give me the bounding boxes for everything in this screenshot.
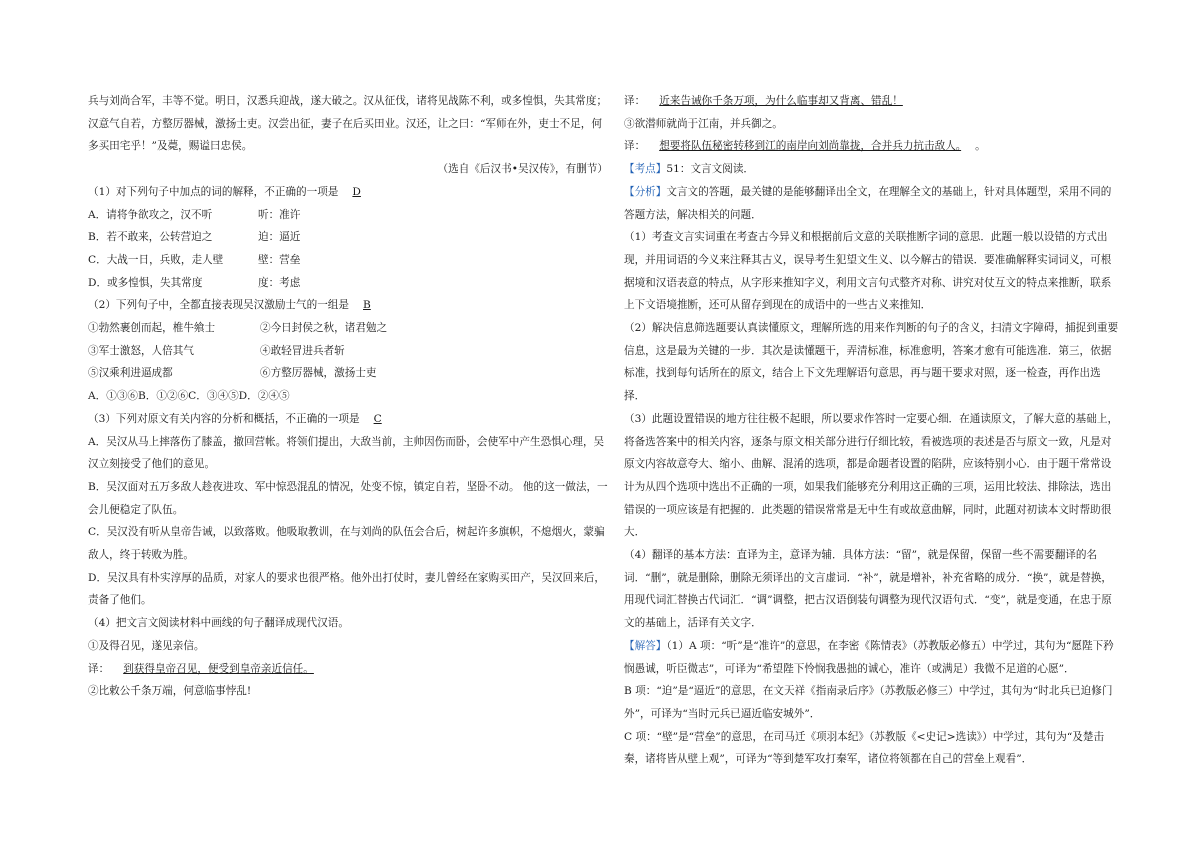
- question-4: [88, 612, 608, 703]
- sentence-row: [88, 362, 608, 385]
- question-3-stem: （3）下列对原文有关内容的分析和概括，不正确的一项是: [88, 412, 360, 425]
- passage-paragraph: 兵与刘尚合军，丰等不觉。明日，汉悉兵迎战，遂大破之。汉从征伐，诸将见战陈不利，或多惶惧，失其常度；汉意气自若，方整厉器械，激扬士吏。汉尝出征，妻子在后买田业。汉还，让之曰：“军师在外，吏士不足，何多买田宅乎！”及薨，赐谥曰忠侯。: [88, 95, 608, 153]
- question-2-stem: （2）下列句子中，全都直接表现吴汉激励士气的一组是: [88, 299, 349, 312]
- translation-label: 译：: [88, 662, 110, 675]
- sentence-2: ②比敕公千条万端，何意临事悖乱!: [88, 685, 252, 698]
- question-2-answer: B: [363, 299, 371, 312]
- source-citation: （选自《后汉书•吴汉传》，有删节）: [437, 163, 608, 176]
- fenxi: [624, 181, 1120, 226]
- question-4-stem: （4）把文言文阅读材料中画线的句子翻译成现代汉语。: [88, 617, 349, 630]
- right-column: [624, 90, 1120, 771]
- sentence-item: ⑥方整厉器械，激扬士吏: [260, 367, 377, 380]
- sentence-item: ④敢轻冒进兵者斩: [260, 344, 345, 357]
- option-c-gloss: 壁：营垒: [258, 253, 301, 266]
- translation-2-text: 近来告诫你千条万项，为什么临事却又背离、错乱！: [659, 95, 903, 107]
- translation-1: [88, 658, 608, 681]
- question-1-answer: D: [352, 185, 361, 198]
- jieda: [624, 635, 1120, 680]
- question-3-option-a: A．吴汉从马上摔落伤了膝盖，撤回营帐。将领们提出，大敌当前，主帅因伤而卧，会使军中产生恐惧心理，吴汉立刻接受了他们的意见。: [88, 435, 605, 471]
- analysis-4: （4）翻译的基本方法：直译为主，意译为辅．具体方法：“留”，就是保留，保留一些不需要翻译的名词．“删”，就是删除，删除无须译出的文言虚词．“补”，就是增补，补充省略的成分．“换”，就是替换，用现代词汇替换古代词汇．“调”调整，把古汉语倒装句调整为现代汉语句式．“变”，就是变通，在忠于原文的基础上，活译有关文字．: [624, 549, 1113, 630]
- question-1: [88, 181, 608, 295]
- question-2-choices: A．①③⑥B．①②⑥C．③④⑤D．②④⑤: [88, 390, 290, 403]
- kaodian-tag: 【考点】: [624, 163, 667, 176]
- jieda-c: C 项：“壁”是“营垒”的意思，在司马迁《项羽本纪》（苏教版《<史记>选读》）中学过，其句为“及楚击秦，诸将皆从壁上观”，可译为“等到楚军攻打秦军，诸位将领都在自己的营垒上观看”．: [624, 730, 1105, 766]
- jieda-b: B 项：“迫”是“逼近”的意思，在文天祥《指南录后序》（苏教版必修三）中学过，其句为“时北兵已迫修门外”，可译为“当时元兵已逼近临安城外”．: [624, 685, 1113, 720]
- option-c-text: C．大战一日，兵败，走人壁: [88, 253, 224, 266]
- fenxi-text: 文言文的答题，最关键的是能够翻译出全文，在理解全文的基础上，针对具体题型，采用不同的答题方法，解决相关的问题．: [624, 185, 1112, 221]
- left-column: [88, 90, 608, 703]
- question-3-option-d: D．吴汉具有朴实淳厚的品质，对家人的要求也很严格。他外出打仗时，妻儿曾经在家购买田产，吴汉回来后，责备了他们。: [88, 571, 605, 607]
- sentence-row: [88, 340, 608, 363]
- fenxi-tag: 【分析】: [624, 185, 667, 198]
- sentence-item: ⑤汉乘利进逼成都: [88, 367, 173, 380]
- analysis-1: （1）考查文言实词重在考查古今异义和根据前后文意的关联推断字词的意思．此题一般以设错的方式出现，并用词语的今义来注释其古义，误导考生犯望文生义、以今解古的错误．要准确解释实词词义，可根据境和汉语表意的特点，从字形来推知字义，利用文言句式整齐对称、讲究对仗互文的特点来推断，联系上下文语境推断，还可从留存到现在的成语中的一些古义来推知．: [624, 231, 1112, 312]
- question-1-stem: （1）对下列句子中加点的词的解释，不正确的一项是: [88, 185, 339, 198]
- sentence-row: [88, 317, 608, 340]
- option-c: [88, 249, 608, 272]
- option-d-gloss: 度：考虑: [258, 276, 301, 289]
- sentence-item: ③军士激怒，人倍其气: [88, 344, 194, 357]
- jieda-a: （1）A 项：“听”是“准许”的意思，在李密《陈情表》（苏教版必修五）中学过，其句为“愿陛下矜悯愚诚，听臣微志”，可译为“希望陛下怜悯我愚拙的诚心，准许（或满足）我微不足道的心愿”．: [624, 639, 1114, 675]
- question-3: [88, 408, 608, 612]
- analysis-3: （3）此题设置错误的地方往往极不起眼，所以要求作答时一定要心细．在通读原文，了解大意的基础上，将备选答案中的相关内容，逐条与原文相关部分进行仔细比较，看被选项的表述是否与原文一致，凡是对原文内容故意夸大、缩小、曲解、混淆的选项，都是命题者设置的陷阱，应该特别小心．由于题干常常设计为从四个选项中选出不正确的一项，如果我们能够充分利用这正确的三项，运用比较法、排除法，选出错误的一项应该是有把握的．此类题的错误常常是无中生有或故意曲解，同时，此题对初读本文时帮助很大．: [624, 412, 1119, 539]
- sentence-item: ①勃然裹创而起，椎牛飨士: [88, 322, 216, 335]
- translation-label: 译：: [624, 95, 646, 107]
- translation-label: 译：: [624, 140, 646, 153]
- jieda-tag: 【解答】: [624, 639, 667, 652]
- question-3-answer: C: [373, 412, 382, 425]
- option-a: [88, 204, 608, 227]
- option-b-gloss: 迫：逼近: [258, 231, 301, 244]
- translation-3: [624, 135, 1120, 158]
- question-3-option-c: C．吴汉没有听从皇帝告诫，以致落败。他吸取教训，在与刘尚的队伍会合后，树起许多旗帜，不熄烟火，蒙骗敌人，终于转败为胜。: [88, 526, 605, 562]
- translation-3-end: 。: [975, 140, 986, 153]
- translation-1-text: 到获得皇帝召见，便受到皇帝亲近信任。: [123, 662, 314, 675]
- sentence-1: ①及得召见，遂见亲信。: [88, 639, 205, 652]
- sentence-3: ③欲潜师就尚于江南，并兵御之。: [624, 117, 783, 130]
- option-a-gloss: 听：准许: [258, 208, 301, 221]
- translation-3-text: 想要将队伍秘密转移到江的南岸向刘尚靠拢，合并兵力抗击敌人。: [659, 140, 962, 153]
- option-d-text: D．或多惶惧，失其常度: [88, 276, 203, 289]
- question-2: [88, 294, 608, 408]
- translation-2: [624, 90, 1120, 113]
- option-b: [88, 226, 608, 249]
- kaodian-text: 51：文言文阅读．: [666, 163, 755, 176]
- kaodian: [624, 158, 1120, 181]
- analysis-2: （2）解决信息筛选题要认真读懂原文，理解所选的用来作判断的句子的含义，扫清文字障碍，捕捉到重要信息，这是最为关键的一步．其次是读懂题干，弄清标准，标准愈明，答案才愈有可能选准．第三，依据标准，找到每句话所在的原文，结合上下文先理解语句意思，再与题干要求对照，逐一检查，再作出选择．: [624, 322, 1119, 403]
- option-b-text: B．若不敢来，公转营迫之: [88, 231, 213, 244]
- question-3-option-b: B．吴汉面对五万多敌人趁夜进攻、军中惊恐混乱的情况，处变不惊，镇定自若，坚卧不动。 他的这一做法，一会儿便稳定了队伍。: [88, 480, 608, 516]
- option-a-text: A．请将争欲攻之，汉不听: [88, 208, 213, 221]
- sentence-item: ②今日封侯之秋，诸君勉之: [260, 322, 388, 335]
- option-d: [88, 272, 608, 295]
